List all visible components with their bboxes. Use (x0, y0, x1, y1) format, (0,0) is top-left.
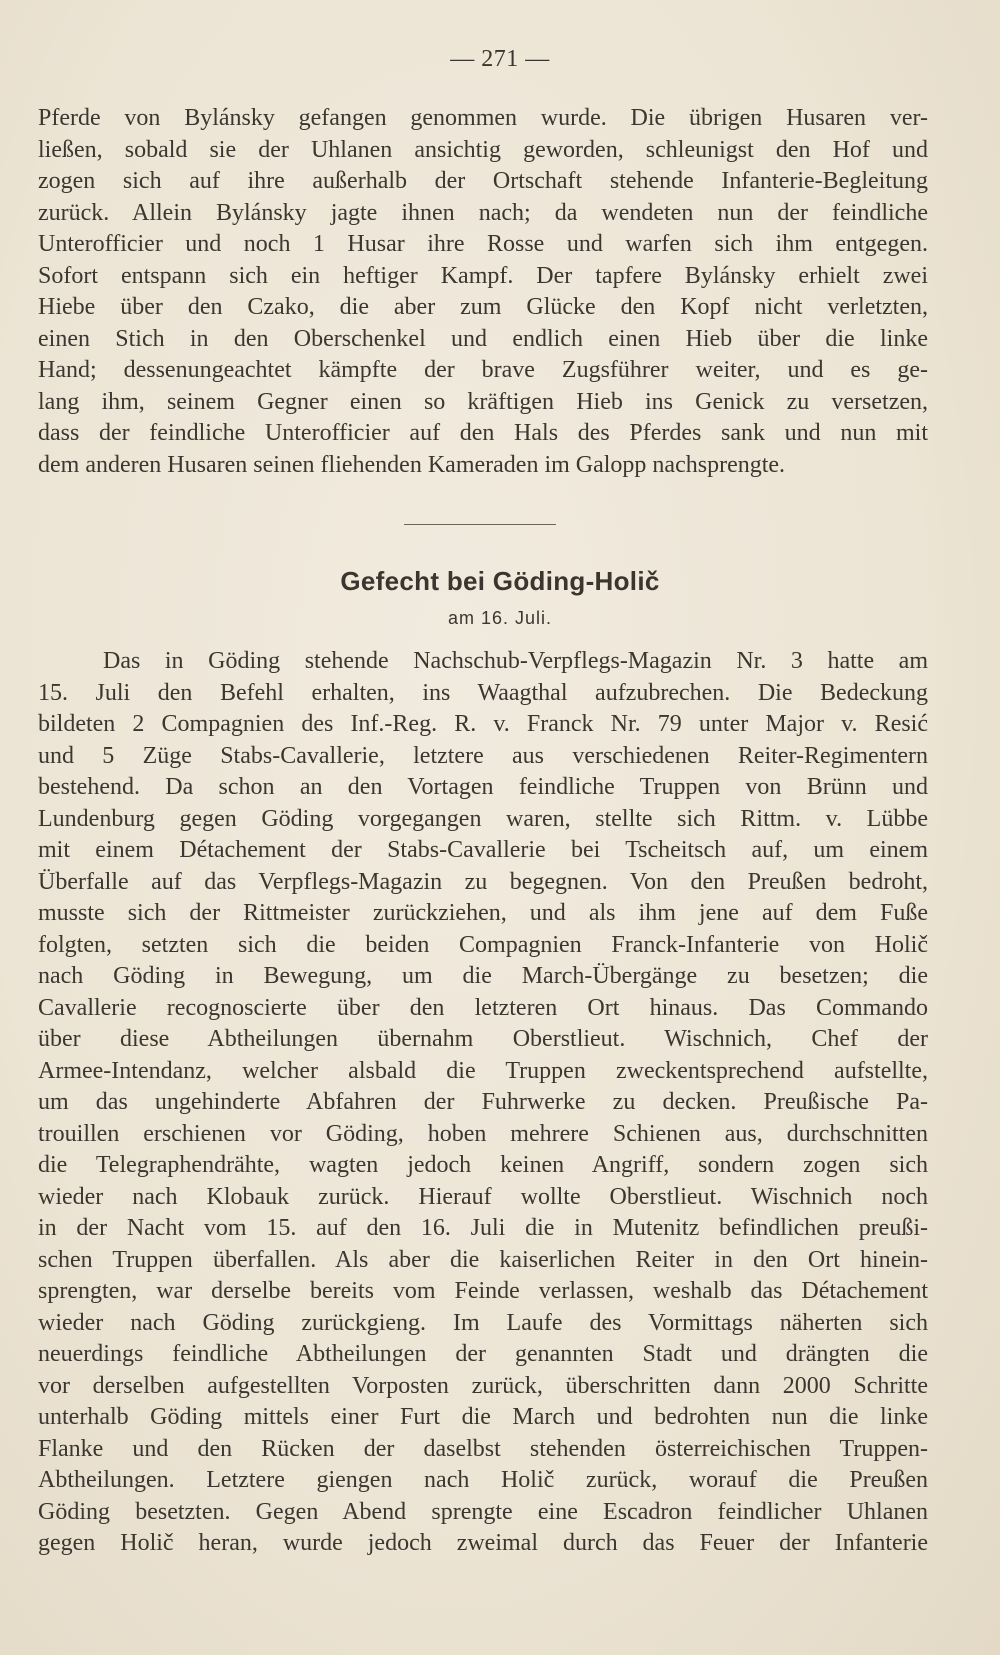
text-line: Lundenburg gegen Göding vorgegangen waren, stellte sich Rittm. v. Lübbe (38, 805, 928, 832)
text-line: mit einem Détachement der Stabs-Cavallerie bei Tscheitsch auf, um einem (38, 837, 928, 863)
text-line: neuerdings feindliche Abtheilungen der genannten Stadt und drängten die (38, 1341, 928, 1367)
text-line: sprengten, war derselbe bereits vom Feinde verlassen, weshalb das Détachement (38, 1278, 928, 1304)
text-line: Armee-Intendanz, welcher alsbald die Truppen zweckentsprechend aufstellte, (38, 1057, 928, 1084)
text-line: einen Stich in den Oberschenkel und endlich einen Hieb über die linke (38, 325, 928, 352)
paragraph-continued (38, 103, 928, 481)
text-line: Pferde von Bylánsky gefangen genommen wurde. Die übrigen Husaren ver- (38, 105, 928, 131)
text-line: folgten, setzten sich die beiden Compagnien Franck-Infanterie von Holič (38, 931, 928, 958)
page-number: — 271 — (450, 46, 550, 72)
section-date: am 16. Juli. (447, 608, 553, 628)
text-line: dem anderen Husaren seinen fliehenden Kameraden im Galopp nachsprengte. (38, 451, 786, 478)
text-line: musste sich der Rittmeister zurückziehen, und als ihm jene auf dem Fuße (38, 900, 928, 926)
section-divider (404, 524, 556, 525)
text-line: gegen Holič heran, wurde jedoch zweimal durch das Feuer der Infanterie (38, 1530, 928, 1556)
text-line: nach Göding in Bewegung, um die March-Übergänge zu besetzen; die (38, 963, 928, 989)
text-line: ließen, sobald sie der Uhlanen ansichtig geworden, schleunigst den Hof und (38, 136, 928, 163)
text-line: dass der feindliche Unterofficier auf den Hals des Pferdes sank und nun mit (38, 420, 928, 446)
text-line: Sofort entspann sich ein heftiger Kampf. Der tapfere Bylánsky erhielt zwei (38, 262, 928, 289)
text-line: Abtheilungen. Letztere giengen nach Holič zurück, worauf die Preußen (38, 1467, 928, 1493)
text-line: über diese Abtheilungen übernahm Oberstlieut. Wischnich, Chef der (38, 1026, 928, 1052)
text-line: vor derselben aufgestellten Vorposten zurück, überschritten dann 2000 Schritte (38, 1372, 928, 1399)
text-line: wieder nach Klobauk zurück. Hierauf wollte Oberstlieut. Wischnich noch (38, 1183, 928, 1210)
text-line: Hiebe über den Czako, die aber zum Glücke den Kopf nicht verletzten, (38, 294, 928, 320)
text-line: Unterofficier und noch 1 Husar ihre Rosse und warfen sich ihm entgegen. (38, 231, 928, 257)
text-line: zurück. Allein Bylánsky jagte ihnen nach; da wendeten nun der feindliche (38, 199, 928, 226)
text-line: Göding besetzten. Gegen Abend sprengte eine Escadron feindlicher Uhlanen (38, 1498, 928, 1525)
text-line: die Telegraphendrähte, wagten jedoch keinen Angriff, sondern zogen sich (38, 1152, 928, 1178)
text-line: Cavallerie recognoscierte über den letzteren Ort hinaus. Das Commando (38, 994, 928, 1021)
text-line: lang ihm, seinem Gegner einen so kräftigen Hieb ins Genick zu versetzen, (38, 388, 928, 415)
text-line: und 5 Züge Stabs-Cavallerie, letztere aus verschiedenen Reiter-Regimentern (38, 742, 928, 769)
text-line: Das in Göding stehende Nachschub-Verpflegs-Magazin Nr. 3 hatte am (103, 648, 928, 674)
text-line: in der Nacht vom 15. auf den 16. Juli die in Mutenitz befindlichen preußi- (38, 1215, 928, 1241)
text-line: Hand; dessenungeachtet kämpfte der brave Zugsführer weiter, und es ge- (38, 357, 928, 383)
text-line: unterhalb Göding mittels einer Furt die March und bedrohten nun die linke (38, 1404, 928, 1430)
text-line: 15. Juli den Befehl erhalten, ins Waagthal aufzubrechen. Die Bedeckung (38, 679, 928, 706)
text-line: bildeten 2 Compagnien des Inf.-Reg. R. v. Franck Nr. 79 unter Major v. Resić (38, 711, 928, 737)
text-line: schen Truppen überfallen. Als aber die kaiserlichen Reiter in den Ort hinein- (38, 1246, 928, 1273)
section-paragraph (38, 646, 928, 1560)
text-line: bestehend. Da schon an den Vortagen feindliche Truppen von Brünn und (38, 774, 928, 800)
section-title: Gefecht bei Göding-Holič (340, 566, 660, 596)
text-line: zogen sich auf ihre außerhalb der Ortschaft stehende Infanterie-Begleitung (38, 168, 928, 194)
text-line: wieder nach Göding zurückgieng. Im Laufe des Vormittags näherten sich (38, 1309, 928, 1336)
text-line: um das ungehinderte Abfahren der Fuhrwerke zu decken. Preußische Pa- (38, 1089, 928, 1115)
text-line: Flanke und den Rücken der daselbst stehenden österreichischen Truppen- (38, 1435, 928, 1462)
text-line: trouillen erschienen vor Göding, hoben mehrere Schienen aus, durchschnitten (38, 1120, 928, 1147)
text-line: Überfalle auf das Verpflegs-Magazin zu begegnen. Von den Preußen bedroht, (38, 868, 928, 895)
